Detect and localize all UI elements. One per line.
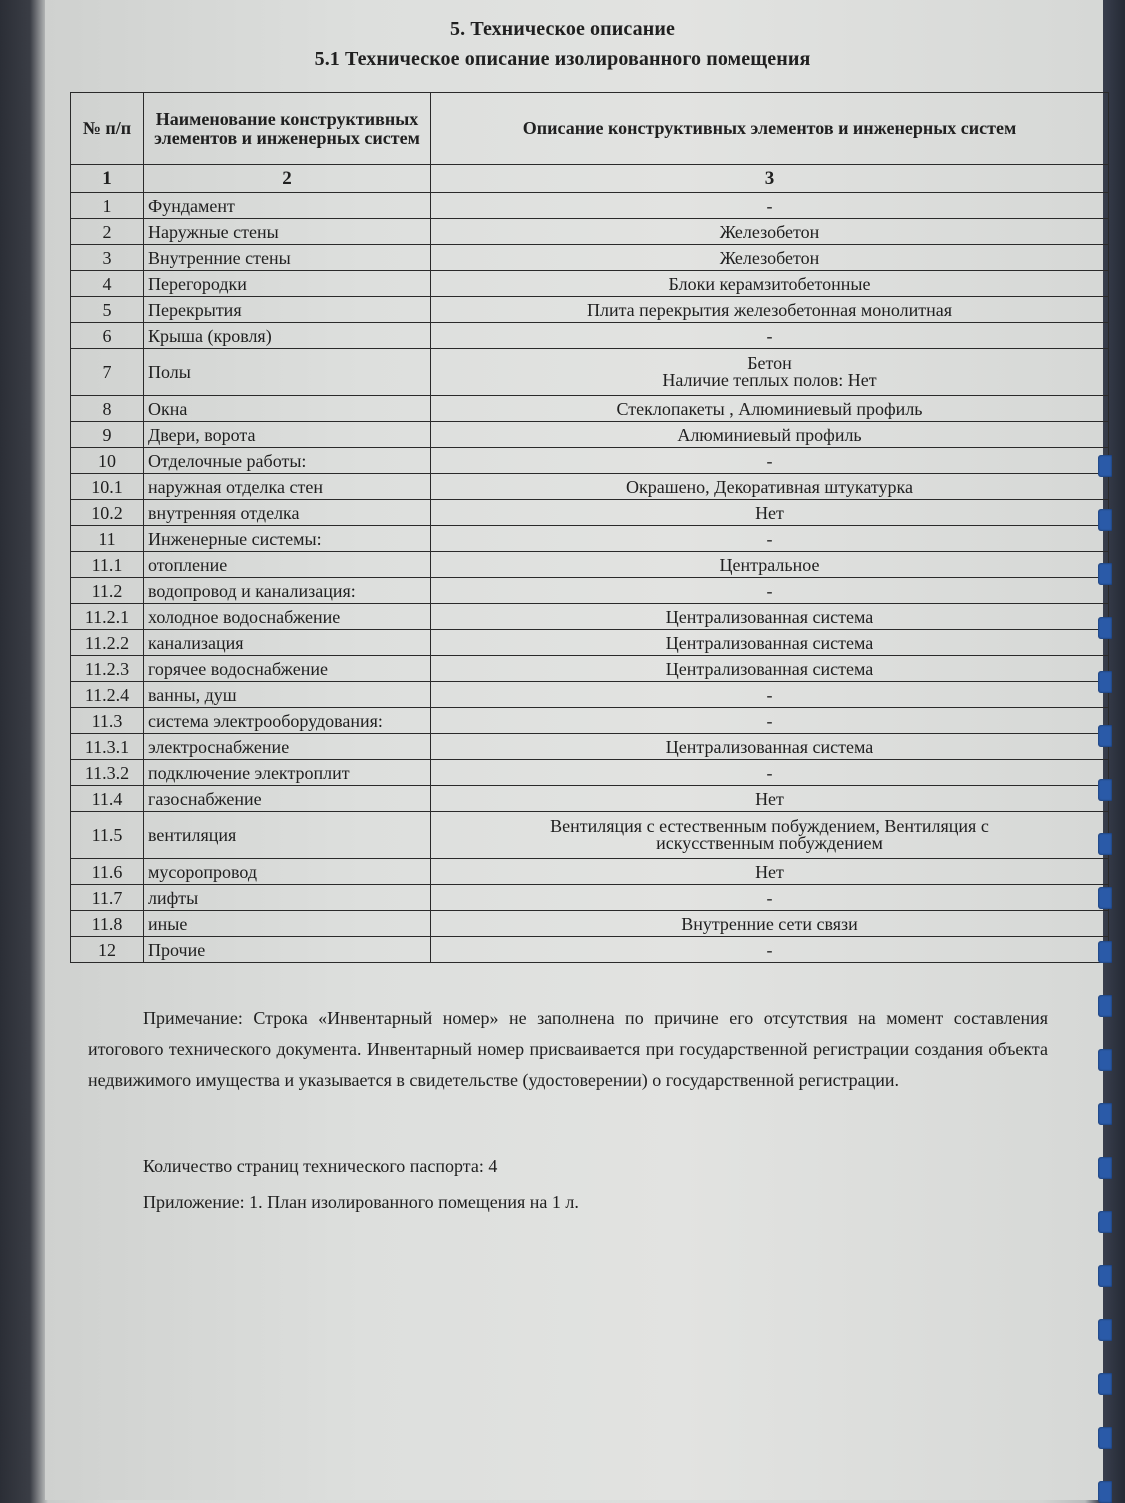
table-row: [71, 885, 1109, 911]
description-line: Нет: [755, 861, 784, 882]
row-number: 5: [71, 297, 144, 323]
element-description: [431, 271, 1109, 297]
row-number: 6: [71, 323, 144, 349]
table-row: [71, 297, 1109, 323]
element-description: [431, 245, 1109, 271]
table-row: [71, 682, 1109, 708]
element-description: [431, 760, 1109, 786]
element-name: водопровод и канализация:: [144, 578, 431, 604]
table-row: [71, 578, 1109, 604]
row-number: 10.2: [71, 500, 144, 526]
element-name: наружная отделка стен: [144, 474, 431, 500]
description-line: Центральное: [719, 554, 820, 575]
description-line: -: [766, 762, 773, 783]
row-number: 11.2.4: [71, 682, 144, 708]
note-paragraph: Примечание: Строка «Инвентарный номер» не заполнена по причине его отсутствия на момент составления итогового технического документа. Инвентарный номер присваивается при государственной регистрации создания объекта недвижимого имущества и указывается в свидетельстве (удостоверении) о государственной регистрации.: [88, 1008, 1048, 1090]
row-number: 8: [71, 396, 144, 422]
element-name: система электрооборудования:: [144, 708, 431, 734]
element-description: [431, 708, 1109, 734]
element-description: [431, 193, 1109, 219]
element-name: Фундамент: [144, 193, 431, 219]
element-name: Окна: [144, 396, 431, 422]
header-number: № п/п: [71, 93, 144, 165]
description-line: Алюминиевый профиль: [677, 424, 862, 445]
element-description: [431, 474, 1109, 500]
element-name: мусоропровод: [144, 859, 431, 885]
binding-ring: [1098, 455, 1112, 477]
table-row: [71, 323, 1109, 349]
element-name: холодное водоснабжение: [144, 604, 431, 630]
binding-ring: [1098, 1049, 1112, 1071]
element-name: Наружные стены: [144, 219, 431, 245]
description-line: -: [766, 887, 773, 908]
header-description: Описание конструктивных элементов и инженерных систем: [431, 93, 1109, 165]
table-row: [71, 448, 1109, 474]
table-row: [71, 708, 1109, 734]
binding-ring: [1098, 833, 1112, 855]
row-number: 11: [71, 526, 144, 552]
column-index: 3: [431, 165, 1109, 193]
row-number: 11.4: [71, 786, 144, 812]
element-description: [431, 734, 1109, 760]
binding-ring: [1098, 1373, 1112, 1395]
element-description: [431, 500, 1109, 526]
binding-ring: [1098, 1319, 1112, 1341]
element-description: [431, 859, 1109, 885]
element-description: [431, 630, 1109, 656]
description-line: Централизованная система: [665, 606, 874, 627]
table-header-row: [71, 93, 1109, 165]
description-line: Стеклопакеты , Алюминиевый профиль: [616, 398, 923, 419]
binding-ring: [1098, 671, 1112, 693]
table-row: [71, 500, 1109, 526]
element-name: Прочие: [144, 937, 431, 963]
pages-count-text: Количество страниц технического паспорта: 4: [143, 1156, 498, 1176]
description-line: -: [766, 580, 773, 601]
table-row: [71, 604, 1109, 630]
element-name: горячее водоснабжение: [144, 656, 431, 682]
element-name: ванны, душ: [144, 682, 431, 708]
row-number: 11.3.1: [71, 734, 144, 760]
element-name: иные: [144, 911, 431, 937]
row-number: 11.8: [71, 911, 144, 937]
element-description: [431, 552, 1109, 578]
binding-ring: [1098, 1265, 1112, 1287]
table-row: [71, 734, 1109, 760]
element-description: [431, 578, 1109, 604]
description-line: Окрашено, Декоративная штукатурка: [625, 476, 914, 497]
element-description: [431, 911, 1109, 937]
binding-ring: [1098, 887, 1112, 909]
binding-ring: [1098, 1103, 1112, 1125]
element-name: Крыша (кровля): [144, 323, 431, 349]
column-index-row: [71, 165, 1109, 193]
row-number: 11.2.2: [71, 630, 144, 656]
binding-ring: [1098, 1211, 1112, 1233]
binding-ring: [1098, 779, 1112, 801]
description-line: искусственным побуждением: [656, 833, 883, 853]
element-name: отопление: [144, 552, 431, 578]
row-number: 3: [71, 245, 144, 271]
table-row: [71, 552, 1109, 578]
appendix-text: Приложение: 1. План изолированного помещения на 1 л.: [143, 1192, 579, 1212]
element-name: Отделочные работы:: [144, 448, 431, 474]
element-name: канализация: [144, 630, 431, 656]
row-number: 2: [71, 219, 144, 245]
description-line: Вентиляция с естественным побуждением, Вентиляция с: [550, 816, 989, 836]
description-line: Железобетон: [719, 221, 820, 242]
row-number: 11.2.3: [71, 656, 144, 682]
table-row: [71, 219, 1109, 245]
binding-ring: [1098, 941, 1112, 963]
table-row: [71, 937, 1109, 963]
description-line: Железобетон: [719, 247, 820, 268]
row-number: 10.1: [71, 474, 144, 500]
element-description: [431, 323, 1109, 349]
element-name: электроснабжение: [144, 734, 431, 760]
element-description: [431, 526, 1109, 552]
table-row: [71, 526, 1109, 552]
element-name: Полы: [144, 349, 431, 396]
element-name: лифты: [144, 885, 431, 911]
row-number: 1: [71, 193, 144, 219]
row-number: 11.2.1: [71, 604, 144, 630]
description-line: Централизованная система: [665, 632, 874, 653]
element-description: [431, 396, 1109, 422]
binding-ring: [1098, 1157, 1112, 1179]
element-name: Перекрытия: [144, 297, 431, 323]
description-line: -: [766, 684, 773, 705]
binding-ring: [1098, 725, 1112, 747]
element-name: вентиляция: [144, 812, 431, 859]
binding-ring: [1098, 1427, 1112, 1449]
description-line: -: [766, 710, 773, 731]
element-description: [431, 422, 1109, 448]
description-line: Нет: [755, 502, 784, 523]
description-line: Плита перекрытия железобетонная монолитная: [586, 299, 953, 320]
element-description: [431, 812, 1109, 859]
table-row: [71, 859, 1109, 885]
description-line: -: [766, 325, 773, 346]
table-row: [71, 760, 1109, 786]
column-index: 1: [71, 165, 144, 193]
row-number: 11.2: [71, 578, 144, 604]
column-index: 2: [144, 165, 431, 193]
element-description: [431, 885, 1109, 911]
table-row: [71, 630, 1109, 656]
description-line: Внутренние сети связи: [681, 913, 858, 934]
description-line: Бетон: [747, 353, 792, 373]
row-number: 10: [71, 448, 144, 474]
section-heading: 5. Техническое описание: [450, 18, 675, 40]
row-number: 7: [71, 349, 144, 396]
table-row: [71, 422, 1109, 448]
table-row: [71, 474, 1109, 500]
description-line: -: [766, 195, 773, 216]
element-name: Перегородки: [144, 271, 431, 297]
description-line: -: [766, 939, 773, 960]
table-row: [71, 656, 1109, 682]
table-row: [71, 786, 1109, 812]
element-description: [431, 656, 1109, 682]
binding-ring: [1098, 617, 1112, 639]
element-name: Двери, ворота: [144, 422, 431, 448]
binding-ring: [1098, 509, 1112, 531]
description-line: Блоки керамзитобетонные: [668, 273, 871, 294]
table-row: [71, 271, 1109, 297]
table-row: [71, 349, 1109, 396]
technical-description-table: [70, 92, 1109, 963]
element-name: Внутренние стены: [144, 245, 431, 271]
description-line: Централизованная система: [665, 736, 874, 757]
row-number: 11.3.2: [71, 760, 144, 786]
description-line: -: [766, 450, 773, 471]
row-number: 11.3: [71, 708, 144, 734]
description-line: Нет: [755, 788, 784, 809]
description-line: Централизованная система: [665, 658, 874, 679]
element-name: внутренняя отделка: [144, 500, 431, 526]
element-name: подключение электроплит: [144, 760, 431, 786]
binding-ring: [1098, 563, 1112, 585]
element-description: [431, 219, 1109, 245]
element-description: [431, 448, 1109, 474]
table-row: [71, 812, 1109, 859]
row-number: 11.1: [71, 552, 144, 578]
table-row: [71, 911, 1109, 937]
row-number: 12: [71, 937, 144, 963]
description-line: -: [766, 528, 773, 549]
row-number: 11.6: [71, 859, 144, 885]
row-number: 4: [71, 271, 144, 297]
table-row: [71, 245, 1109, 271]
subsection-heading: 5.1 Техническое описание изолированного помещения: [314, 48, 811, 70]
element-name: газоснабжение: [144, 786, 431, 812]
row-number: 9: [71, 422, 144, 448]
row-number: 11.7: [71, 885, 144, 911]
element-description: [431, 937, 1109, 963]
element-name: Инженерные системы:: [144, 526, 431, 552]
table-row: [71, 396, 1109, 422]
element-description: [431, 297, 1109, 323]
table-row: [71, 193, 1109, 219]
element-description: [431, 682, 1109, 708]
element-description: [431, 786, 1109, 812]
element-description: [431, 349, 1109, 396]
description-line: Наличие теплых полов: Нет: [662, 370, 877, 390]
header-element-name: Наименование конструктивных элементов и инженерных систем: [144, 93, 431, 165]
element-description: [431, 604, 1109, 630]
row-number: 11.5: [71, 812, 144, 859]
binding-ring: [1098, 995, 1112, 1017]
